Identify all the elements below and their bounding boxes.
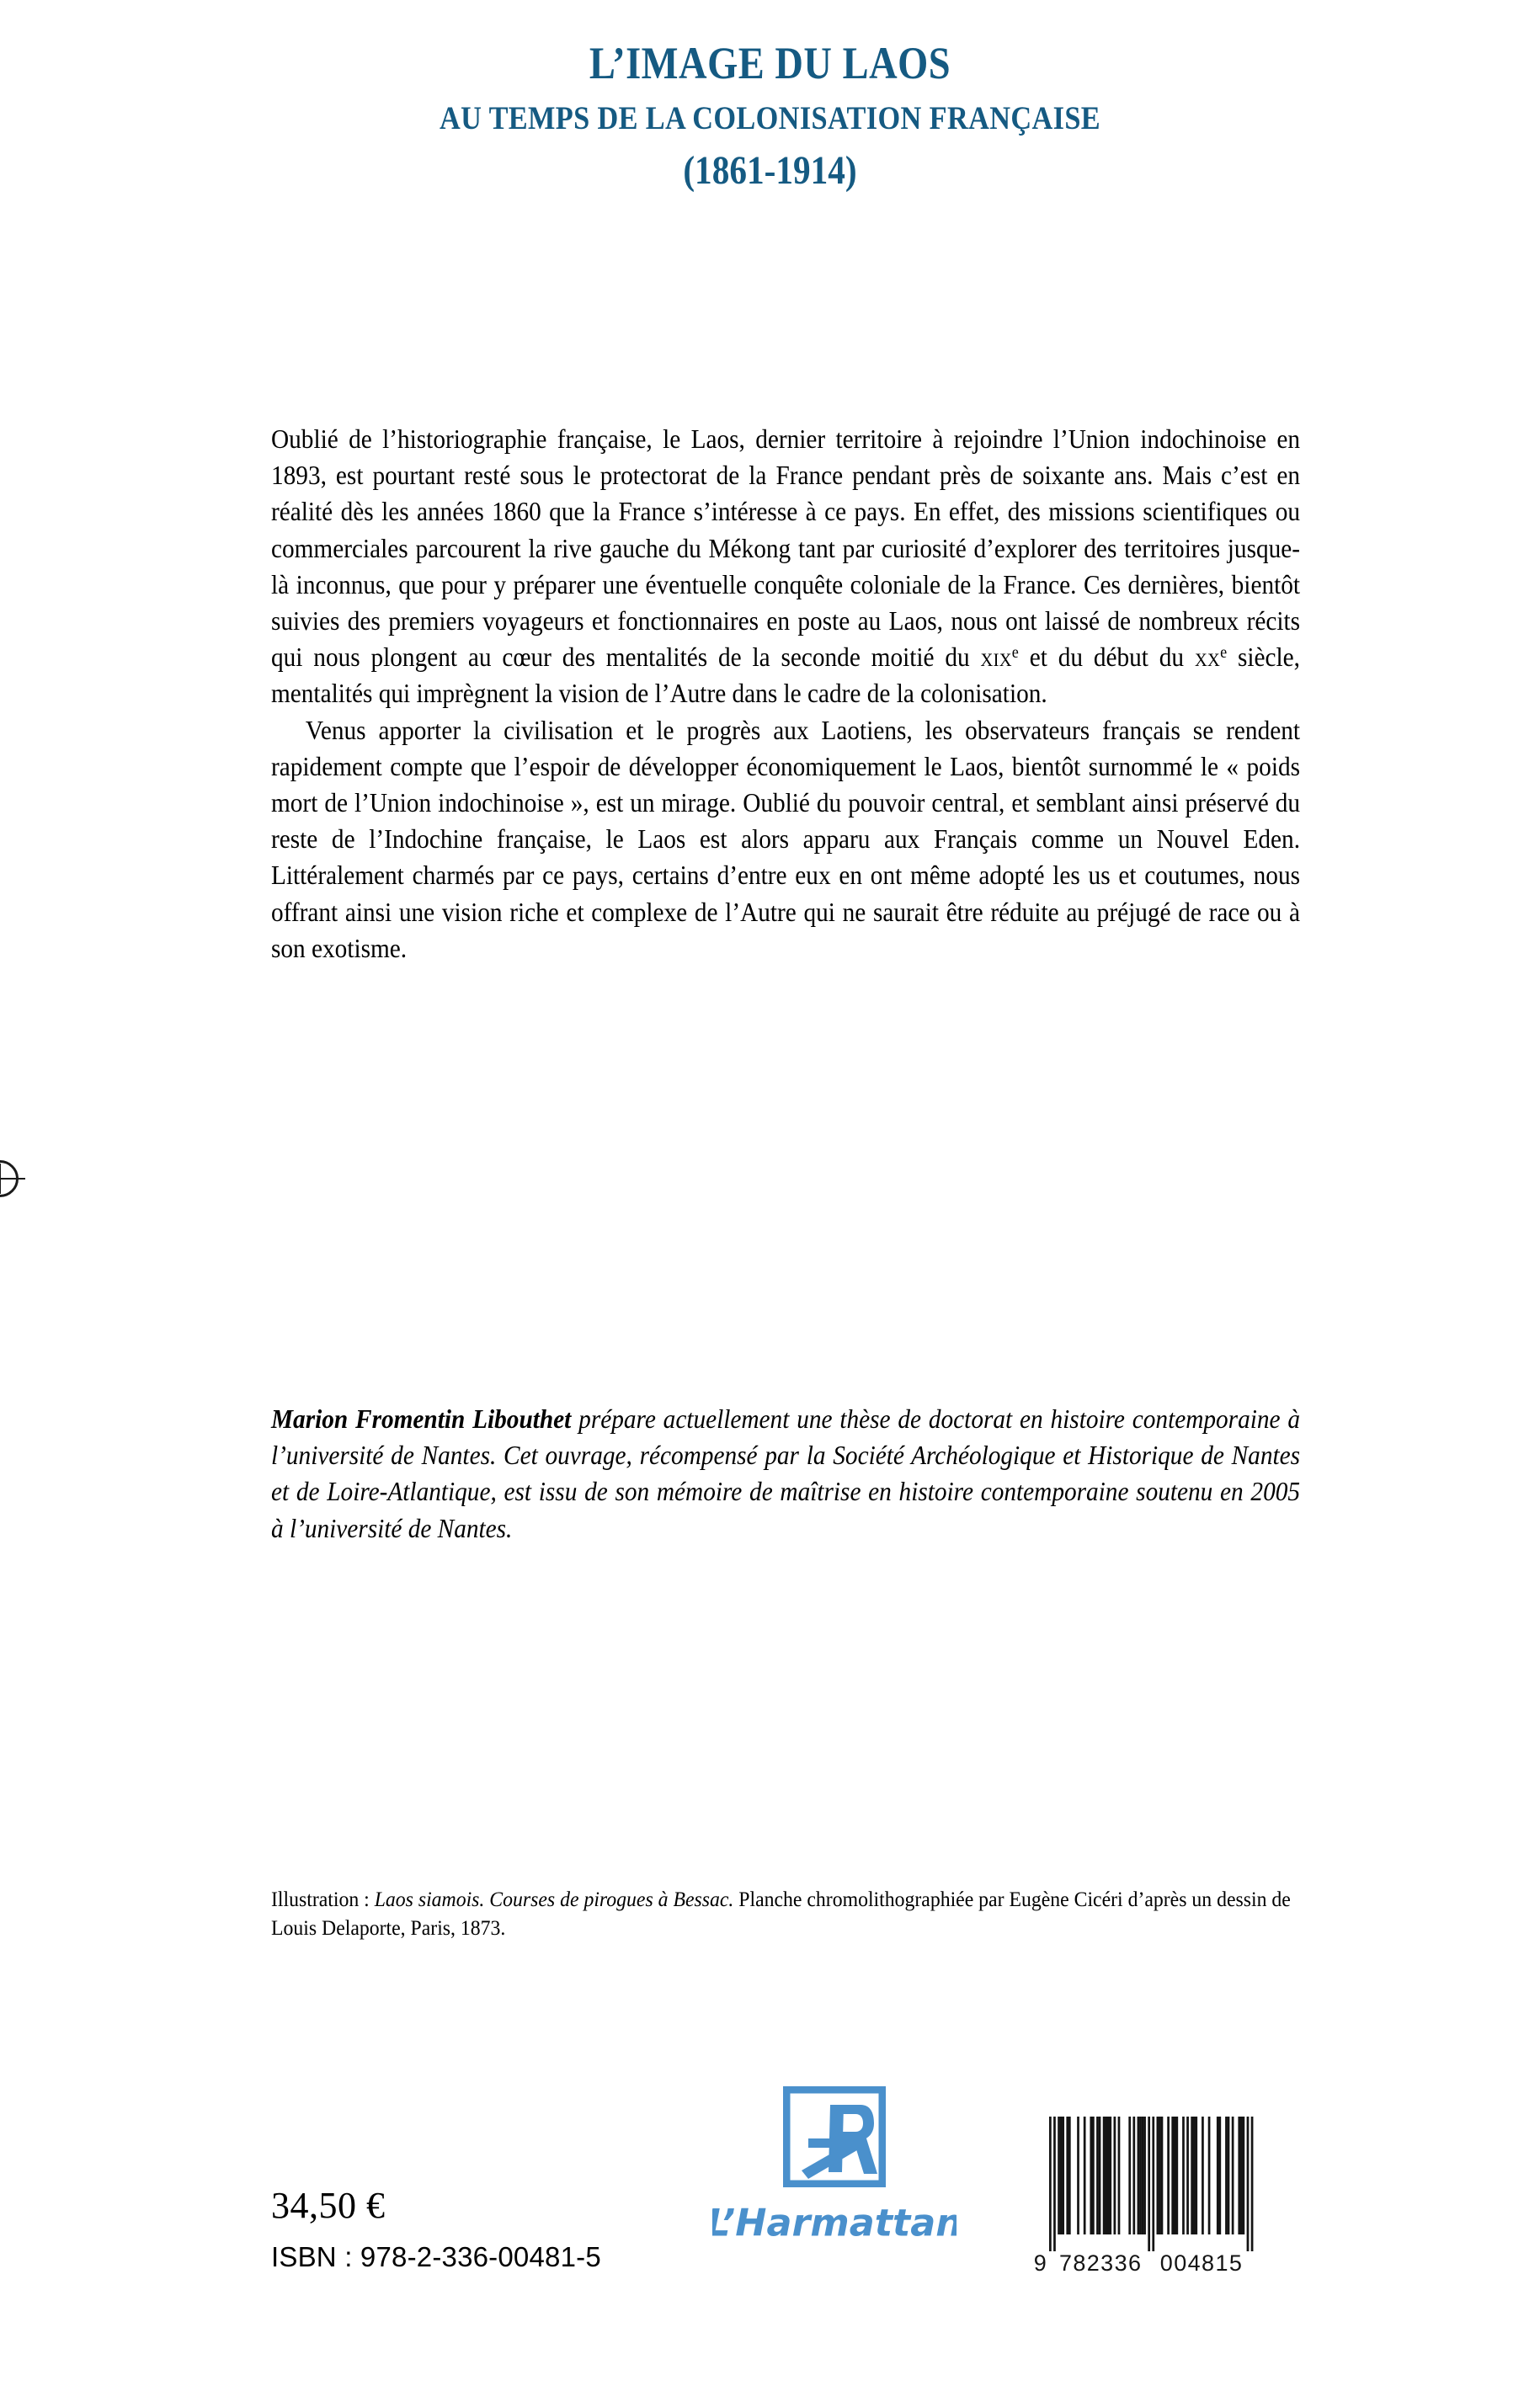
svg-text:782336: 782336	[1058, 2250, 1143, 2273]
price: 34,50 €	[271, 2185, 386, 2226]
isbn: ISBN : 978-2-336-00481-5	[271, 2241, 601, 2272]
illustration-credit-rest: Planche chromolithographiée par Eugène Cicéri d’après un dessin de Louis Delaporte, Paris, 1873.	[271, 1888, 1291, 1940]
blurb-p1-text-b: et du début du	[1018, 642, 1195, 673]
century-nineteenth-ordinal: e	[1011, 644, 1019, 663]
author-bio-text: prépare actuellement une thèse de doctorat en histoire contemporaine à l’université de Nantes. Cet ouvrage, récompensé par la Société Archéologique et Historique de Nantes et de Loire-Atlantique, est issu de son mémoire de maîtrise en histoire contemporaine soutenu en 2005 à l’université de Nantes.	[271, 1404, 1301, 1543]
publisher-logo	[695, 2086, 973, 2248]
century-nineteenth: xix	[980, 642, 1012, 673]
svg-text:004815: 004815	[1159, 2250, 1244, 2273]
illustration-credit	[271, 1886, 1311, 1943]
harmattan-wordmark	[695, 2199, 973, 2248]
title-block	[0, 39, 1540, 194]
book-date-range: (1861-1914)	[683, 148, 857, 194]
svg-text:L’Harmattan: L’Harmattan	[712, 2202, 957, 2245]
blurb	[271, 421, 1300, 967]
harmattan-r-mark-icon	[783, 2086, 886, 2187]
blurb-paragraph-2: Venus apporter la civilisation et le progrès aux Laotiens, les observateurs français se rendent rapidement compte que l’espoir de développer économiquement le Laos, bientôt surnommé le « poids mort de l’Union indochinoise », est un mirage. Oublié du pouvoir central, et semblant ainsi préservé du reste de l’Indochine française, le Laos est alors apparu aux Français comme un Nouvel Eden. Littéralement charmés par ce pays, certains d’entre eux en ont même adopté les us et coutumes, nous offrant ainsi une vision riche et complexe de l’Autre qui ne saurait être réduite au préjugé de race ou à son exotisme.	[271, 715, 1301, 963]
author-name: Marion Fromentin Libouthet	[271, 1404, 572, 1434]
century-twentieth-ordinal: e	[1220, 644, 1228, 663]
illustration-credit-label: Illustration :	[271, 1888, 375, 1911]
blurb-paragraph-1	[271, 421, 1300, 712]
svg-text:9: 9	[1033, 2250, 1048, 2273]
blurb-p1-text-c: siècle, mentalités qui imprègnent la vision de l’Autre dans le cadre de la colonisation.	[271, 642, 1301, 709]
barcode	[1029, 2105, 1324, 2273]
century-twentieth: xx	[1194, 642, 1221, 673]
book-title: L’IMAGE DU LAOS	[589, 38, 951, 88]
registration-mark-icon	[0, 1160, 19, 1197]
book-subtitle: AU TEMPS DE LA COLONISATION FRANÇAISE	[439, 100, 1101, 137]
author-bio	[271, 1401, 1300, 1547]
illustration-work-title: Laos siamois. Courses de pirogues à Bessac.	[374, 1888, 734, 1911]
blurb-p1-text-a: Oublié de l’historiographie française, le Laos, dernier territoire à rejoindre l’Union indochinoise en 1893, est pourtant resté sous le protectorat de la France pendant près de soixante ans. Mais c’est en réalité dès les années 1860 que la France s’intéresse à ce pays. En effet, des missions scientifiques ou commerciales parcourent la rive gauche du Mékong tant par curiosité d’explorer des territoires jusque-là inconnus, que pour y préparer une éventuelle conquête coloniale de la France. Ces dernières, bientôt suivies des premiers voyageurs et fonctionnaires en poste au Laos, nous ont laissé de nombreux récits qui nous plongent au cœur des mentalités de la seconde moitié du	[271, 424, 1301, 673]
